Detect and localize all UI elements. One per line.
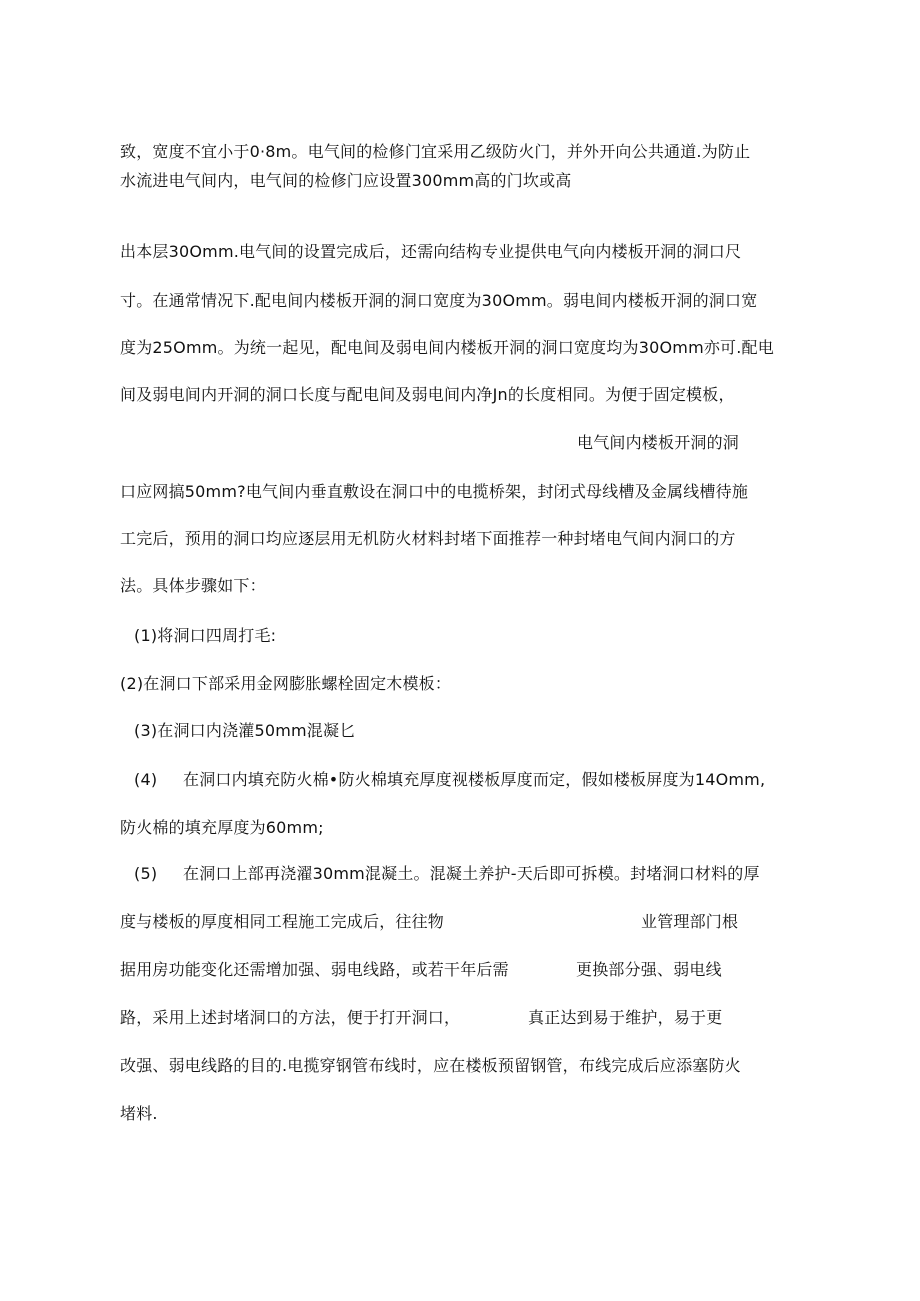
text-line-20b: 真正达到易于维护，易于更 — [528, 1008, 723, 1027]
text-line-2: 水流进电气间内，电气间的检修门应设置300mm高的门坎或高 — [120, 171, 572, 190]
text-line-5: 度为25Omm。为统一起见，配电间及弱电间内楼板开洞的洞口宽度均为30Omm亦可.配电 — [120, 338, 774, 357]
text-line-1: 致，宽度不宜小于0·8m。电气间的检修门宜采用乙级防火门，并外开向公共通道.为防止 — [120, 142, 751, 161]
text-line-18a: 度与楼板的厚度相同工程施工完成后，往往物 — [120, 912, 445, 931]
step-4-line: 在洞口内填充防火棉•防火棉填充厚度视楼板厚度而定，假如楼板屏度为14Omm, — [183, 770, 766, 789]
text-line-8: 口应网搞50mm?电气间内垂直敷设在洞口中的电揽桥架，封闭式母线槽及金属线槽待施 — [120, 482, 749, 501]
text-line-21: 改强、弱电线路的目的.电揽穿钢管布线时，应在楼板预留钢管，布线完成后应添塞防火 — [120, 1056, 741, 1075]
step-5-line: 在洞口上部再浇濯30mm混凝土。混凝土养护-天后即可拆模。封堵洞口材料的厚 — [183, 864, 760, 883]
step-1-line: (1)将洞口四周打毛: — [134, 626, 277, 645]
text-line-3: 出本层30Omm.电气间的设置完成后，还需向结构专业提供电气向内楼板开洞的洞口尺 — [120, 242, 742, 261]
text-line-10: 法。具体步骤如下： — [120, 576, 266, 595]
step-4-number: (4) — [134, 770, 158, 789]
text-line-20a: 路，采用上述封堵洞口的方法，便于打开洞口， — [120, 1008, 461, 1027]
text-line-18b: 业管理部门根 — [641, 912, 739, 931]
text-line-19b: 更换部分强、弱电线 — [576, 960, 722, 979]
step-2-line: (2)在洞口下部采用金网膨胀螺栓固定木模板： — [120, 674, 452, 693]
text-line-19a: 据用房功能变化还需增加强、弱电线路，或若干年后需 — [120, 960, 509, 979]
text-line-7: 电气间内楼板开洞的洞 — [577, 433, 740, 452]
text-line-4: 寸。在通常情况下.配电间内楼板开洞的洞口宽度为30Omm。弱电间内楼板开洞的洞口宽 — [120, 291, 758, 310]
text-line-6: 间及弱电间内开洞的洞口长度与配电间及弱电间内净Jn的长度相同。为便于固定模板， — [120, 385, 735, 404]
text-line-9: 工完后，预用的洞口均应逐层用无机防火材料封堵下面推荐一种封堵电气间内洞口的方 — [120, 529, 736, 548]
step-4-continuation: 防火棉的填充厚度为60mm; — [120, 818, 324, 837]
text-line-22: 堵料. — [120, 1104, 158, 1123]
step-3-line: (3)在洞口内浇灌50mm混凝匕 — [134, 721, 356, 740]
step-5-number: (5) — [134, 864, 158, 883]
